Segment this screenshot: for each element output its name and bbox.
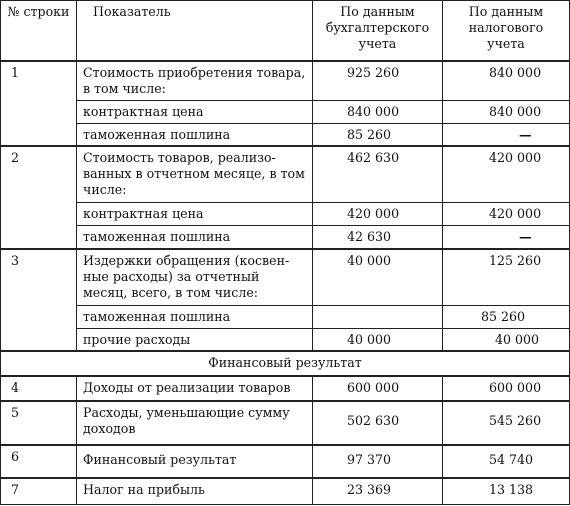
row-label: Издержки обращения (косвен-ные расходы) за отчетный месяц, всего, в том числе:: [77, 249, 313, 305]
tax-value: 600 000: [443, 376, 570, 401]
tax-value: 545 260: [443, 401, 570, 445]
row-label: Доходы от реализации товаров: [77, 376, 313, 401]
row-number: 4: [1, 376, 77, 401]
row-label: Налог на прибыль: [77, 478, 313, 504]
row-label: таможенная пошлина: [77, 226, 313, 249]
row-label: Финансовый результат: [77, 445, 313, 478]
table-row: [1, 226, 570, 249]
dash-mark: —: [519, 229, 532, 245]
tax-value: [443, 123, 570, 146]
row-label: таможенная пошлина: [77, 305, 313, 328]
accounting-value: 420 000: [313, 203, 443, 226]
row-label: таможенная пошлина: [77, 123, 313, 146]
accounting-value: 502 630: [313, 401, 443, 445]
tax-value: 13 138: [443, 478, 570, 504]
row-number: 2: [1, 146, 77, 249]
header-row-number: [1, 1, 77, 61]
row-number: 3: [1, 249, 77, 352]
tax-value: 420 000: [443, 146, 570, 202]
table-row: [1, 478, 570, 504]
tax-value: 54 740: [443, 445, 570, 478]
tax-value: 420 000: [443, 203, 570, 226]
table-row: [1, 249, 570, 305]
row-number: 6: [1, 445, 77, 478]
header-tax-label: По данным налогового учета: [468, 4, 544, 51]
tax-value: 40 000: [443, 328, 570, 351]
table-row: [1, 305, 570, 328]
table-row: [1, 146, 570, 202]
row-number: 5: [1, 401, 77, 445]
row-label: Расходы, уменьшающие сумму доходов: [77, 401, 313, 445]
table-row: [1, 100, 570, 123]
accounting-value: 462 630: [313, 146, 443, 202]
tax-value: 840 000: [443, 61, 570, 100]
accounting-value: 40 000: [313, 249, 443, 305]
table-header-row: [1, 1, 570, 61]
row-label: контрактная цена: [77, 100, 313, 123]
table-row: [1, 401, 570, 445]
table-row: [1, 203, 570, 226]
accounting-value: 925 260: [313, 61, 443, 100]
table-row: [1, 328, 570, 351]
header-accounting: [313, 1, 443, 61]
row-label: контрактная цена: [77, 203, 313, 226]
row-label: прочие расходы: [77, 328, 313, 351]
accounting-value: 600 000: [313, 376, 443, 401]
tax-value: 840 000: [443, 100, 570, 123]
header-indicator-label: Показатель: [93, 4, 171, 19]
table-row: [1, 123, 570, 146]
accounting-value: 40 000: [313, 328, 443, 351]
row-number: 7: [1, 478, 77, 504]
row-label: Стоимость приобретения товара, в том числе:: [77, 61, 313, 100]
accounting-value: 97 370: [313, 445, 443, 478]
tax-value: 125 260: [443, 249, 570, 305]
accounting-value: 42 630: [313, 226, 443, 249]
row-label: Стоимость товаров, реализо-ванных в отчетном месяце, в том числе:: [77, 146, 313, 202]
section-title: Финансовый результат: [1, 351, 570, 375]
table-row: [1, 445, 570, 478]
header-tax: [443, 1, 570, 61]
tax-value: 85 260: [443, 305, 570, 328]
accounting-value: [313, 305, 443, 328]
row-number: 1: [1, 61, 77, 146]
table-row: [1, 376, 570, 401]
dash-mark: —: [519, 126, 532, 142]
tax-value: [443, 226, 570, 249]
table-row: [1, 61, 570, 100]
header-row-number-label: № строки: [7, 4, 70, 19]
header-accounting-label: По данным бухгалтерского учета: [325, 4, 430, 51]
section-row: [1, 351, 570, 375]
header-indicator: [77, 1, 313, 61]
accounting-value: 840 000: [313, 100, 443, 123]
accounting-value: 85 260: [313, 123, 443, 146]
accounting-value: 23 369: [313, 478, 443, 504]
